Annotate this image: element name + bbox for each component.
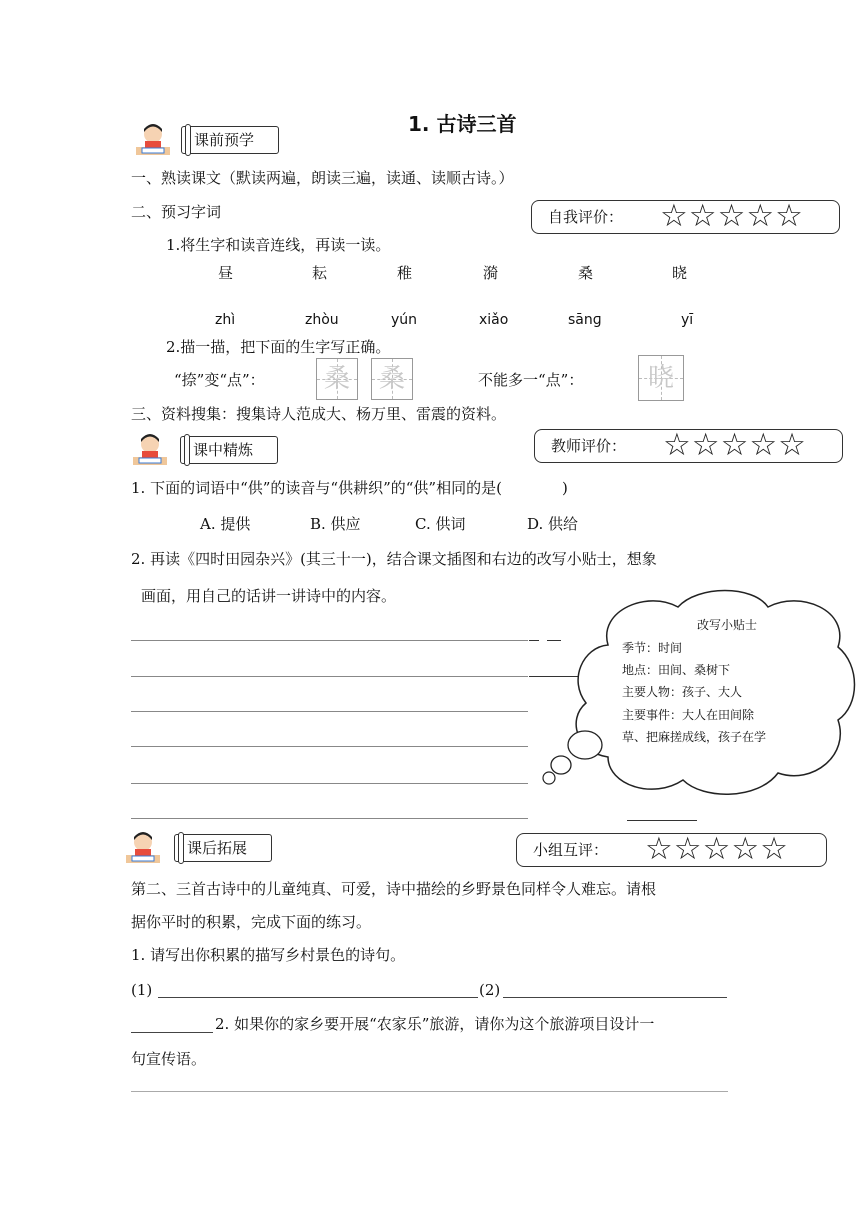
pre-q1: 一、熟读课文（默读两遍，朗读三遍，读通、读顺古诗。） [131,169,514,187]
pinyin-item: sānɡ [568,312,602,328]
post-q2-line1: 2. 如果你的家乡要开展“农家乐”旅游，请你为这个旅游项目设计一 [215,1015,655,1033]
blank-2-line[interactable] [503,997,727,998]
pinyin-item: zhòu [305,312,339,328]
self-rating-box [531,200,840,234]
char-item: 桑 [578,264,594,282]
tips-line: 地点：田间、桑树下 [622,663,731,677]
tips-line: 主要人物：孩子、大人 [622,685,743,699]
tips-line: 季节：时间 [622,641,683,655]
answer-line[interactable] [131,783,528,784]
section-banner-pre: 课前预学 [181,126,279,154]
pre-q2-1: 1.将生字和读音连线，再读一读。 [166,236,391,254]
mid-q1: 1. 下面的词语中“供”的读音与“供耕织”的“供”相同的是( ) [131,479,568,497]
change-stroke-text: “捺”变“点”： [174,371,265,389]
pinyin-item: xiǎo [479,312,509,328]
section-banner-post: 课后拓展 [174,834,272,862]
pre-q2: 二、预习字词 [131,203,222,221]
trace-char: 桑 [323,364,350,394]
group-rating-box [516,833,827,867]
teacher-rating-box [534,429,843,463]
pre-q3: 三、资料搜集：搜集诗人范成大、杨万里、雷震的资料。 [131,405,507,423]
post-q2-line2: 句宣传语。 [131,1050,207,1068]
answer-line[interactable] [131,640,528,641]
answer-line[interactable] [131,818,528,819]
mid-q2-line2: 画面，用自己的话讲一讲诗中的内容。 [141,587,397,605]
student-reading-icon [131,431,169,467]
answer-line[interactable] [131,676,528,677]
pinyin-item: yī [681,312,694,328]
option-d[interactable]: D. 供给 [527,515,579,533]
self-rating-label: 自我评价： [548,208,624,226]
post-intro-line1: 第二、三首古诗中的儿童纯真、可爱，诗中描绘的乡野景色同样令人难忘。请根 [131,880,657,898]
page-title: 1. 古诗三首 [408,112,517,136]
teacher-rating-label: 教师评价： [551,437,627,455]
teacher-rating-stars[interactable]: ☆☆☆☆☆ [663,427,807,463]
post-intro-line2: 据你平时的积累，完成下面的练习。 [131,913,372,931]
char-item: 稚 [397,264,413,282]
tips-line: 主要事件：大人在田间除 [622,708,755,722]
slogan-answer-line[interactable] [131,1091,728,1092]
blank-2-continuation-line[interactable] [131,1032,213,1033]
char-item: 漪 [483,264,499,282]
self-rating-stars[interactable]: ☆☆☆☆☆ [660,198,804,234]
blank-2-label: (2) [479,981,501,999]
no-extra-dot-text: 不能多一“点”： [478,371,584,389]
trace-box[interactable] [638,355,684,401]
option-b[interactable]: B. 供应 [310,515,361,533]
group-rating-stars[interactable]: ☆☆☆☆☆ [645,831,789,867]
pinyin-item: yún [391,312,418,328]
tips-line: 草、把麻搓成线，孩子在学 [622,730,767,744]
group-rating-label: 小组互评： [533,841,609,859]
section-banner-mid: 课中精炼 [180,436,278,464]
blank-1-line[interactable] [158,997,478,998]
pinyin-item: zhì [215,312,236,328]
student-reading-icon [134,121,172,157]
post-q1: 1. 请写出你积累的描写乡村景色的诗句。 [131,946,406,964]
answer-line[interactable] [627,820,697,821]
tips-title: 改写小贴士 [697,618,758,632]
char-item: 晓 [672,264,688,282]
trace-box[interactable] [316,358,358,400]
blank-1-label: (1) [131,981,153,999]
answer-line[interactable] [131,746,528,747]
char-item: 耘 [312,264,328,282]
trace-char: 晓 [647,363,674,393]
student-reading-icon [124,829,162,865]
mid-q2-line1: 2. 再读《四时田园杂兴》(其三十一)，结合课文插图和右边的改写小贴士，想象 [131,550,657,568]
option-c[interactable]: C. 供词 [415,515,466,533]
trace-char: 桑 [378,364,405,394]
char-item: 昼 [218,264,234,282]
option-a[interactable]: A. 提供 [200,515,251,533]
trace-box[interactable] [371,358,413,400]
pre-q2-2: 2.描一描，把下面的生字写正确。 [166,338,391,356]
answer-line[interactable] [131,711,528,712]
